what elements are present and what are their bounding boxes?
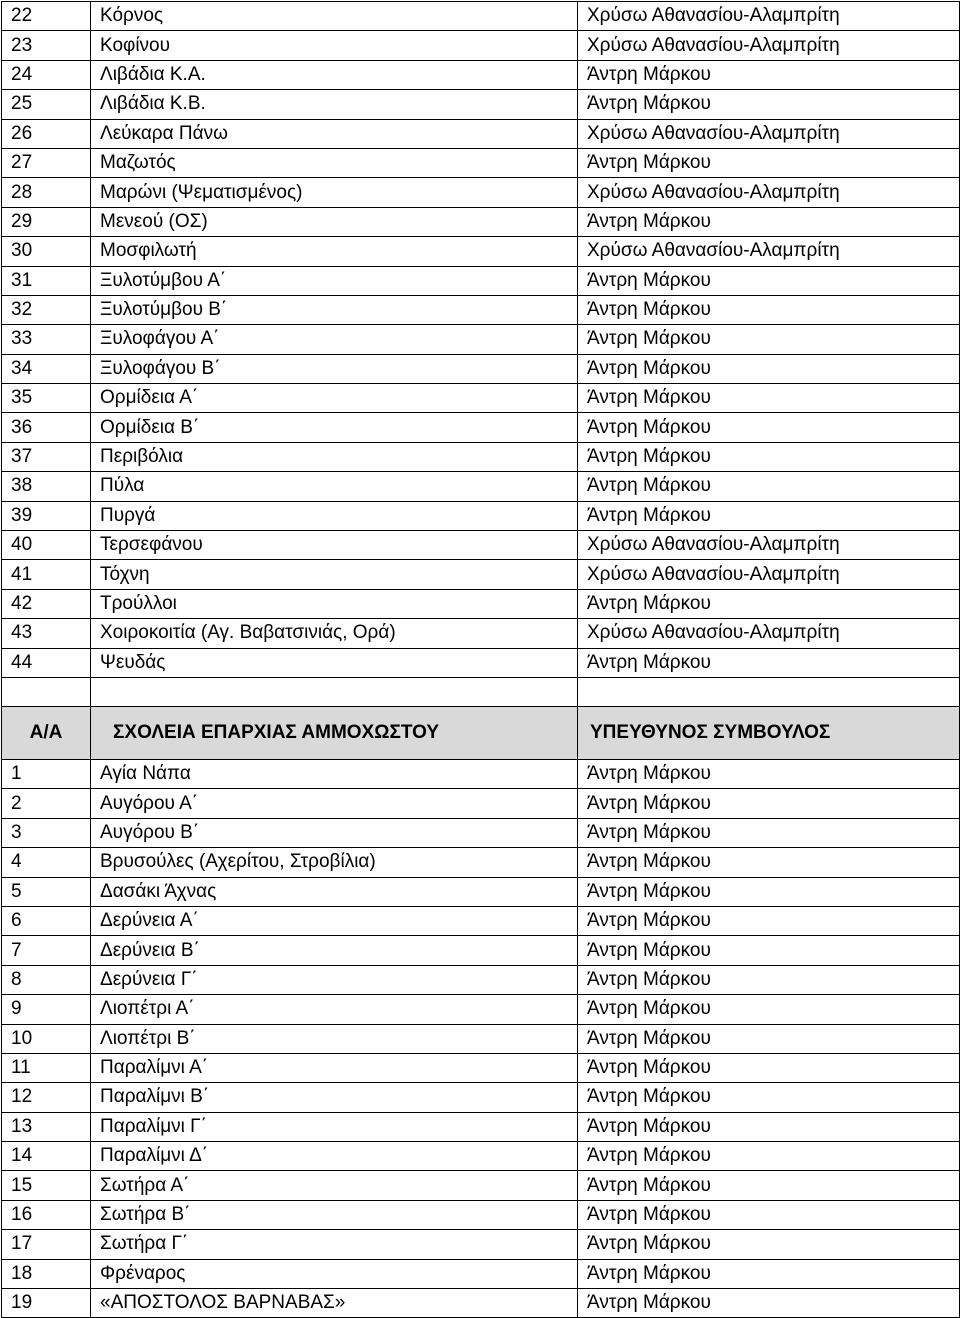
advisor-name: Άντρη Μάρκου xyxy=(578,995,960,1024)
table-row xyxy=(2,31,960,60)
header-schools: ΣΧΟΛΕΙΑ ΕΠΑΡΧΙΑΣ ΑΜΜΟΧΩΣΤΟΥ xyxy=(91,706,578,759)
table-row xyxy=(2,531,960,560)
advisor-name: Άντρη Μάρκου xyxy=(578,818,960,847)
advisor-name: Άντρη Μάρκου xyxy=(578,1259,960,1288)
school-name: Δασάκι Άχνας xyxy=(91,877,578,906)
advisor-name: Άντρη Μάρκου xyxy=(578,90,960,119)
row-number: 10 xyxy=(2,1024,91,1053)
row-number: 28 xyxy=(2,178,91,207)
row-number: 36 xyxy=(2,413,91,442)
school-name: Λιβάδια Κ.Α. xyxy=(91,60,578,89)
table-row xyxy=(2,648,960,677)
table-row xyxy=(2,619,960,648)
table-row xyxy=(2,1024,960,1053)
spacer-row xyxy=(2,677,960,706)
table-row xyxy=(2,1200,960,1229)
school-name: Κόρνος xyxy=(91,2,578,31)
table-row xyxy=(2,384,960,413)
school-name: Αγία Νάπα xyxy=(91,759,578,788)
advisor-name: Άντρη Μάρκου xyxy=(578,848,960,877)
table-row xyxy=(2,325,960,354)
school-name: Ξυλοτύμβου Α΄ xyxy=(91,266,578,295)
table-row xyxy=(2,1142,960,1171)
table-row xyxy=(2,1083,960,1112)
advisor-name: Χρύσω Αθανασίου-Αλαμπρίτη xyxy=(578,2,960,31)
advisor-name: Άντρη Μάρκου xyxy=(578,207,960,236)
row-number: 37 xyxy=(2,442,91,471)
table-row xyxy=(2,442,960,471)
school-name: Ξυλοφάγου Β΄ xyxy=(91,354,578,383)
schools-table xyxy=(1,1,960,1318)
advisor-name: Άντρη Μάρκου xyxy=(578,589,960,618)
school-name: Πυργά xyxy=(91,501,578,530)
row-number: 41 xyxy=(2,560,91,589)
advisor-name: Άντρη Μάρκου xyxy=(578,266,960,295)
row-number: 40 xyxy=(2,531,91,560)
table-row xyxy=(2,237,960,266)
table-row xyxy=(2,965,960,994)
row-number: 4 xyxy=(2,848,91,877)
table-row xyxy=(2,759,960,788)
row-number: 22 xyxy=(2,2,91,31)
table-row xyxy=(2,789,960,818)
famagusta-header-row xyxy=(2,706,960,759)
advisor-name: Άντρη Μάρκου xyxy=(578,1200,960,1229)
advisor-name: Χρύσω Αθανασίου-Αλαμπρίτη xyxy=(578,619,960,648)
advisor-name: Χρύσω Αθανασίου-Αλαμπρίτη xyxy=(578,119,960,148)
header-number: Α/Α xyxy=(2,706,91,759)
row-number: 24 xyxy=(2,60,91,89)
row-number: 27 xyxy=(2,148,91,177)
school-name: Φρέναρος xyxy=(91,1259,578,1288)
school-name: Αυγόρου Α΄ xyxy=(91,789,578,818)
spacer-cell xyxy=(91,677,578,706)
table-row xyxy=(2,354,960,383)
school-name: Ξυλοφάγου Α΄ xyxy=(91,325,578,354)
school-name: Χοιροκοιτία (Αγ. Βαβατσινιάς, Ορά) xyxy=(91,619,578,648)
table-row xyxy=(2,119,960,148)
school-name: Λιβάδια Κ.Β. xyxy=(91,90,578,119)
advisor-name: Άντρη Μάρκου xyxy=(578,648,960,677)
school-name: Σωτήρα Β΄ xyxy=(91,1200,578,1229)
table-row xyxy=(2,936,960,965)
table-row xyxy=(2,207,960,236)
table-row xyxy=(2,995,960,1024)
table-row xyxy=(2,589,960,618)
row-number: 30 xyxy=(2,237,91,266)
school-name: Τόχνη xyxy=(91,560,578,589)
school-name: Βρυσούλες (Αχερίτου, Στροβίλια) xyxy=(91,848,578,877)
table-row xyxy=(2,60,960,89)
school-name: «ΑΠΟΣΤΟΛΟΣ ΒΑΡΝΑΒΑΣ» xyxy=(91,1289,578,1318)
advisor-name: Άντρη Μάρκου xyxy=(578,936,960,965)
table-row xyxy=(2,295,960,324)
advisor-name: Άντρη Μάρκου xyxy=(578,965,960,994)
table-row xyxy=(2,2,960,31)
school-name: Δερύνεια Γ΄ xyxy=(91,965,578,994)
advisor-name: Άντρη Μάρκου xyxy=(578,1053,960,1082)
advisor-name: Άντρη Μάρκου xyxy=(578,1171,960,1200)
table-row xyxy=(2,148,960,177)
schools-table-body xyxy=(2,2,960,1318)
school-name: Μαρώνι (Ψεματισμένος) xyxy=(91,178,578,207)
advisor-name: Άντρη Μάρκου xyxy=(578,759,960,788)
row-number: 6 xyxy=(2,906,91,935)
school-name: Σωτήρα Α΄ xyxy=(91,1171,578,1200)
table-row xyxy=(2,501,960,530)
table-row xyxy=(2,90,960,119)
advisor-name: Άντρη Μάρκου xyxy=(578,60,960,89)
row-number: 25 xyxy=(2,90,91,119)
row-number: 15 xyxy=(2,1171,91,1200)
school-name: Αυγόρου Β΄ xyxy=(91,818,578,847)
school-name: Λεύκαρα Πάνω xyxy=(91,119,578,148)
table-row xyxy=(2,1230,960,1259)
school-name: Ορμίδεια Α΄ xyxy=(91,384,578,413)
table-row xyxy=(2,848,960,877)
school-name: Λιοπέτρι Α΄ xyxy=(91,995,578,1024)
advisor-name: Χρύσω Αθανασίου-Αλαμπρίτη xyxy=(578,531,960,560)
school-name: Μενεού (ΟΣ) xyxy=(91,207,578,236)
advisor-name: Άντρη Μάρκου xyxy=(578,1112,960,1141)
row-number: 2 xyxy=(2,789,91,818)
school-name: Περιβόλια xyxy=(91,442,578,471)
advisor-name: Άντρη Μάρκου xyxy=(578,1083,960,1112)
school-name: Πύλα xyxy=(91,472,578,501)
spacer-cell xyxy=(2,677,91,706)
school-name: Δερύνεια Β΄ xyxy=(91,936,578,965)
row-number: 5 xyxy=(2,877,91,906)
advisor-name: Χρύσω Αθανασίου-Αλαμπρίτη xyxy=(578,178,960,207)
table-row xyxy=(2,178,960,207)
row-number: 35 xyxy=(2,384,91,413)
school-name: Μοσφιλωτή xyxy=(91,237,578,266)
table-row xyxy=(2,1171,960,1200)
school-name: Τρούλλοι xyxy=(91,589,578,618)
advisor-name: Άντρη Μάρκου xyxy=(578,354,960,383)
table-row xyxy=(2,1053,960,1082)
spacer-cell xyxy=(578,677,960,706)
school-name: Σωτήρα Γ΄ xyxy=(91,1230,578,1259)
row-number: 9 xyxy=(2,995,91,1024)
row-number: 3 xyxy=(2,818,91,847)
table-row xyxy=(2,906,960,935)
row-number: 23 xyxy=(2,31,91,60)
table-row xyxy=(2,413,960,442)
advisor-name: Άντρη Μάρκου xyxy=(578,295,960,324)
school-name: Παραλίμνι Α΄ xyxy=(91,1053,578,1082)
row-number: 17 xyxy=(2,1230,91,1259)
table-row xyxy=(2,818,960,847)
row-number: 31 xyxy=(2,266,91,295)
advisor-name: Άντρη Μάρκου xyxy=(578,1289,960,1318)
row-number: 33 xyxy=(2,325,91,354)
advisor-name: Άντρη Μάρκου xyxy=(578,1142,960,1171)
row-number: 38 xyxy=(2,472,91,501)
school-name: Δερύνεια Α΄ xyxy=(91,906,578,935)
table-row xyxy=(2,877,960,906)
row-number: 43 xyxy=(2,619,91,648)
row-number: 29 xyxy=(2,207,91,236)
table-row xyxy=(2,266,960,295)
row-number: 19 xyxy=(2,1289,91,1318)
advisor-name: Άντρη Μάρκου xyxy=(578,1230,960,1259)
advisor-name: Άντρη Μάρκου xyxy=(578,789,960,818)
school-name: Κοφίνου xyxy=(91,31,578,60)
school-name: Ξυλοτύμβου Β΄ xyxy=(91,295,578,324)
row-number: 11 xyxy=(2,1053,91,1082)
row-number: 7 xyxy=(2,936,91,965)
advisor-name: Χρύσω Αθανασίου-Αλαμπρίτη xyxy=(578,31,960,60)
row-number: 12 xyxy=(2,1083,91,1112)
advisor-name: Άντρη Μάρκου xyxy=(578,1024,960,1053)
row-number: 14 xyxy=(2,1142,91,1171)
advisor-name: Άντρη Μάρκου xyxy=(578,413,960,442)
advisor-name: Χρύσω Αθανασίου-Αλαμπρίτη xyxy=(578,560,960,589)
row-number: 34 xyxy=(2,354,91,383)
advisor-name: Άντρη Μάρκου xyxy=(578,877,960,906)
school-name: Μαζωτός xyxy=(91,148,578,177)
row-number: 42 xyxy=(2,589,91,618)
row-number: 26 xyxy=(2,119,91,148)
row-number: 44 xyxy=(2,648,91,677)
row-number: 13 xyxy=(2,1112,91,1141)
school-name: Ψευδάς xyxy=(91,648,578,677)
advisor-name: Άντρη Μάρκου xyxy=(578,325,960,354)
school-name: Τερσεφάνου xyxy=(91,531,578,560)
advisor-name: Άντρη Μάρκου xyxy=(578,442,960,471)
table-row xyxy=(2,1259,960,1288)
table-row xyxy=(2,1112,960,1141)
advisor-name: Άντρη Μάρκου xyxy=(578,906,960,935)
advisor-name: Χρύσω Αθανασίου-Αλαμπρίτη xyxy=(578,237,960,266)
row-number: 8 xyxy=(2,965,91,994)
advisor-name: Άντρη Μάρκου xyxy=(578,384,960,413)
advisor-name: Άντρη Μάρκου xyxy=(578,501,960,530)
row-number: 16 xyxy=(2,1200,91,1229)
school-name: Παραλίμνι Δ΄ xyxy=(91,1142,578,1171)
table-row xyxy=(2,472,960,501)
table-row xyxy=(2,560,960,589)
row-number: 32 xyxy=(2,295,91,324)
school-name: Λιοπέτρι Β΄ xyxy=(91,1024,578,1053)
school-name: Παραλίμνι Β΄ xyxy=(91,1083,578,1112)
row-number: 39 xyxy=(2,501,91,530)
row-number: 1 xyxy=(2,759,91,788)
advisor-name: Άντρη Μάρκου xyxy=(578,148,960,177)
table-row xyxy=(2,1289,960,1318)
school-name: Ορμίδεια Β΄ xyxy=(91,413,578,442)
advisor-name: Άντρη Μάρκου xyxy=(578,472,960,501)
header-advisor: ΥΠΕΥΘΥΝΟΣ ΣΥΜΒΟΥΛΟΣ xyxy=(578,706,960,759)
row-number: 18 xyxy=(2,1259,91,1288)
school-name: Παραλίμνι Γ΄ xyxy=(91,1112,578,1141)
